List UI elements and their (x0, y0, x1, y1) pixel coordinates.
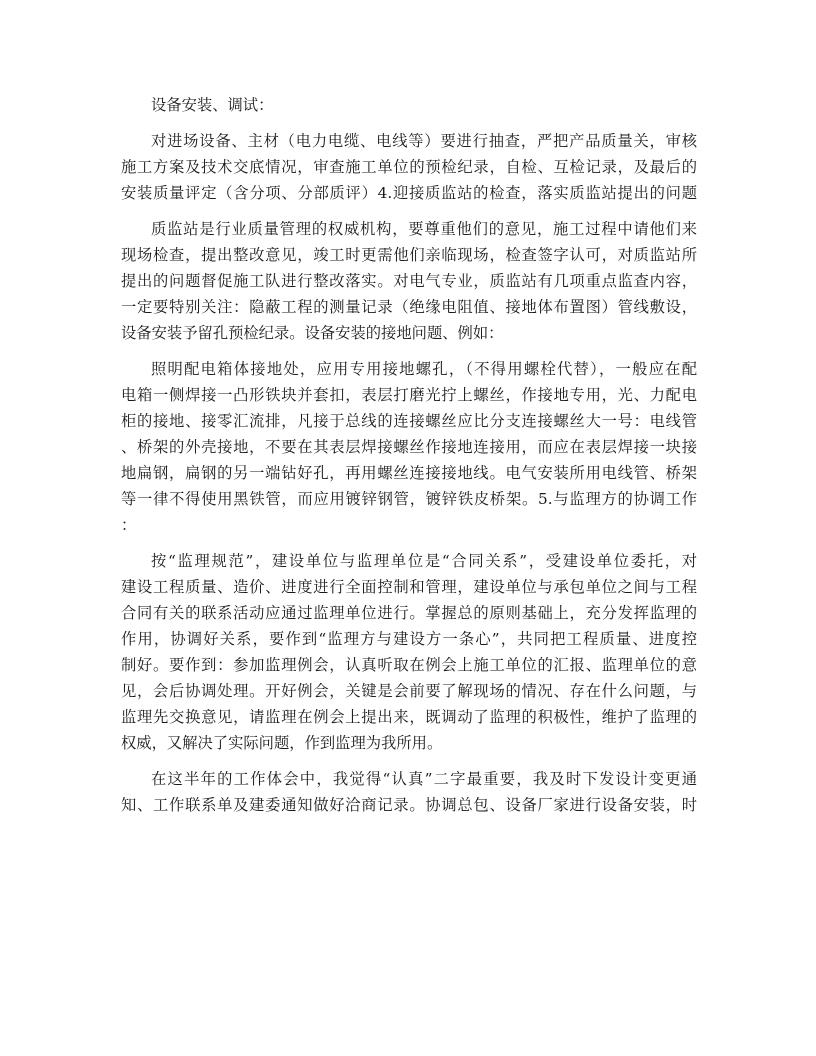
paragraph (121, 356, 697, 538)
text-line: 、桥架的外壳接地，不要在其表层焊接螺丝作接地连接用，而应在表层焊接一块接 (121, 438, 697, 456)
text-line: 安装质量评定（含分项、分部质评）4.迎接质监站的检查，落实质监站提出的问题 (121, 184, 697, 202)
text-line: 地扁钢，扁钢的另一端钻好孔，再用螺丝连接接地线。电气安装所用电线管、桥架 (121, 464, 697, 482)
text-line: 施工方案及技术交底情况，审查施工单位的预检纪录，自检、互检记录，及最后的 (121, 158, 697, 176)
text-line: 提出的问题督促施工队进行整改落实。对电气专业，质监站有几项重点监查内容， (121, 272, 697, 290)
text-line: 柜的接地、接零汇流排，凡接于总线的连接螺丝应比分支连接螺丝大一号：电线管 (121, 412, 697, 430)
text-line: 电箱一侧焊接一凸形铁块并套扣，表层打磨光拧上螺丝，作接地专用，光、力配电 (121, 386, 697, 404)
text-line: 等一律不得使用黑铁管，而应用镀锌钢管，镀锌铁皮桥架。5.与监理方的协调工作 (121, 490, 697, 508)
document-body (121, 92, 697, 818)
text-line: 设备安装予留孔预检纪录。设备安装的接地问题、例如： (121, 324, 504, 342)
paragraph (121, 128, 697, 206)
text-line: 见，会后协调处理。开好例会，关键是会前要了解现场的情况、存在什么问题，与 (121, 682, 697, 700)
text-line: 照明配电箱体接地处，应用专用接地螺孔，（不得用螺栓代替），一般应在配 (151, 360, 697, 378)
text-line: ： (121, 516, 137, 534)
text-line: 对进场设备、主材（电力电缆、电线等）要进行抽查，严把产品质量关，审核 (151, 132, 697, 150)
paragraph (121, 548, 697, 756)
text-line: 质监站是行业质量管理的权威机构，要尊重他们的意见，施工过程中请他们来 (151, 220, 697, 238)
paragraph (121, 766, 697, 818)
text-line: 权威，又解决了实际问题，作到监理为我所用。 (121, 734, 443, 752)
text-line: 现场检查，提出整改意见，竣工时更需他们亲临现场，检查签字认可，对质监站所 (121, 246, 697, 264)
text-line: 在这半年的工作体会中，我觉得“认真”二字最重要，我及时下发设计变更通 (151, 770, 697, 788)
text-line: 知、工作联系单及建委通知做好洽商记录。协调总包、设备厂家进行设备安装，时 (121, 796, 697, 814)
text-line: 一定要特别关注：隐蔽工程的测量记录（绝缘电阻值、接地体布置图）管线敷设， (121, 298, 697, 316)
text-line: 作用，协调好关系，要作到“监理方与建设方一条心”，共同把工程质量、进度控 (121, 630, 697, 648)
text-line: 建设工程质量、造价、进度进行全面控制和管理，建设单位与承包单位之间与工程 (121, 578, 697, 596)
text-line: 制好。要作到：参加监理例会，认真听取在例会上施工单位的汇报、监理单位的意 (121, 656, 697, 674)
paragraph-heading (121, 92, 697, 118)
text-line: 按“监理规范”，建设单位与监理单位是“合同关系”，受建设单位委托，对 (151, 552, 697, 570)
text-line: 设备安装、调试： (151, 96, 274, 114)
text-line: 监理先交换意见，请监理在例会上提出来，既调动了监理的积极性，维护了监理的 (121, 708, 697, 726)
text-line: 合同有关的联系活动应通过监理单位进行。掌握总的原则基础上，充分发挥监理的 (121, 604, 697, 622)
paragraph (121, 216, 697, 346)
